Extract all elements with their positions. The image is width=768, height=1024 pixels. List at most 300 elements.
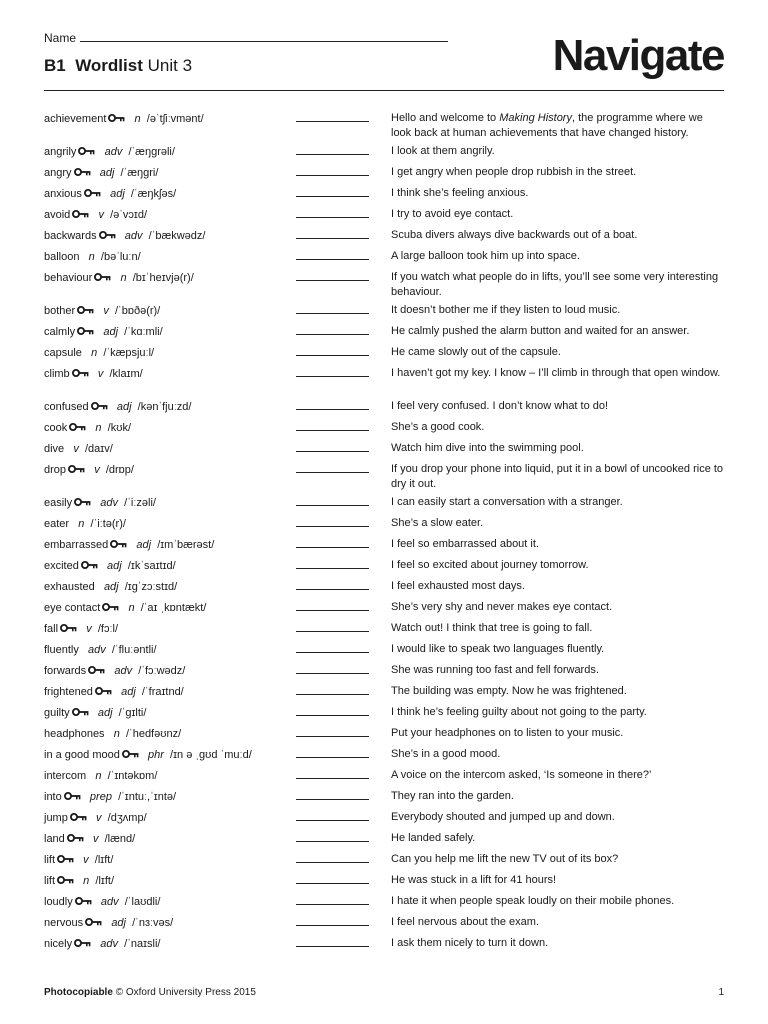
example-sentence — [391, 420, 726, 435]
example-sentence — [391, 111, 726, 141]
pronunciation: /ˈæŋkʃəs/ — [130, 188, 177, 200]
part-of-speech: adv — [100, 497, 119, 509]
headword: lift — [44, 875, 55, 887]
answer-blank[interactable] — [296, 589, 369, 590]
example-sentence — [391, 579, 726, 594]
key-icon — [55, 875, 74, 887]
headword: land — [44, 833, 65, 845]
answer-blank[interactable] — [296, 238, 369, 239]
key-icon — [86, 665, 105, 677]
wordlist-row — [0, 746, 768, 767]
example-text: If you drop your phone into liquid, put it in a bowl of uncooked rice to dry it out. — [391, 463, 724, 490]
part-of-speech: v — [92, 833, 99, 845]
headword-cell — [44, 811, 147, 825]
pronunciation: /ɪmˈbærəst/ — [157, 539, 215, 551]
headword: climb — [44, 368, 70, 380]
part-of-speech: adv — [124, 230, 143, 242]
example-sentence — [391, 558, 726, 573]
part-of-speech: adj — [136, 539, 152, 551]
headword-cell — [44, 346, 154, 360]
pronunciation: /ˈiːtə(r)/ — [90, 518, 126, 530]
example-text: It doesn’t bother me if they listen to loud music. — [391, 304, 621, 316]
answer-blank[interactable] — [296, 280, 369, 281]
key-icon — [93, 686, 112, 698]
headword-cell — [44, 496, 156, 510]
wordlist-row — [0, 398, 768, 419]
key-icon — [89, 401, 108, 413]
key-icon — [58, 623, 77, 635]
example-sentence — [391, 789, 726, 804]
part-of-speech: v — [96, 812, 102, 824]
headword: forwards — [44, 665, 87, 677]
key-icon — [67, 422, 86, 434]
key-icon — [97, 230, 116, 242]
wordlist-row — [0, 809, 768, 830]
key-icon — [76, 146, 95, 158]
example-text-end: , the programme where we look back at human achievements that have changed history. — [391, 112, 703, 139]
headword-cell — [44, 166, 158, 180]
example-sentence — [391, 768, 726, 783]
part-of-speech: n — [134, 113, 141, 125]
wordlist-row — [0, 227, 768, 248]
answer-blank[interactable] — [296, 334, 369, 335]
part-of-speech: adj — [107, 560, 122, 572]
headword-cell — [44, 229, 205, 243]
part-of-speech: adv — [114, 665, 133, 677]
wordlist-row — [0, 419, 768, 440]
headword-cell — [44, 916, 173, 930]
pronunciation: /lɪft/ — [95, 875, 115, 887]
wordlist-row — [0, 536, 768, 557]
answer-blank[interactable] — [296, 376, 369, 377]
pronunciation: /ˈnaɪsli/ — [124, 938, 161, 950]
example-sentence — [391, 810, 726, 825]
example-sentence — [391, 663, 726, 678]
answer-blank[interactable] — [296, 673, 369, 674]
wordlist-row — [0, 557, 768, 578]
example-sentence — [391, 462, 726, 492]
part-of-speech: v — [73, 443, 79, 455]
headword: confused — [44, 401, 89, 413]
headword: drop — [44, 464, 67, 476]
example-sentence — [391, 684, 726, 699]
answer-blank[interactable] — [296, 121, 369, 122]
pronunciation: /ˈkɑːmli/ — [124, 326, 163, 338]
example-text: She’s in a good mood. — [391, 748, 501, 760]
headword: fall — [44, 623, 59, 635]
key-icon — [68, 812, 87, 824]
example-text: Scuba divers always dive backwards out of a boat. — [391, 229, 638, 241]
name-field[interactable] — [80, 41, 448, 42]
headword-cell — [44, 727, 181, 741]
headword: loudly — [44, 896, 73, 908]
example-sentence — [391, 747, 726, 762]
example-sentence — [391, 249, 726, 264]
example-sentence — [391, 303, 726, 318]
key-icon — [92, 272, 111, 284]
answer-blank[interactable] — [296, 862, 369, 863]
example-text: I feel very confused. I don’t know what to do! — [391, 400, 609, 412]
answer-blank[interactable] — [296, 451, 369, 452]
key-icon — [62, 791, 81, 803]
key-icon — [83, 917, 102, 929]
key-icon — [70, 707, 89, 719]
headword: dive — [44, 443, 65, 455]
example-sentence — [391, 441, 726, 456]
example-text: I think she’s feeling anxious. — [391, 187, 529, 199]
part-of-speech: adj — [103, 326, 119, 338]
part-of-speech: n — [88, 251, 95, 263]
example-sentence — [391, 345, 726, 360]
example-text: Watch out! I think that tree is going to fall. — [391, 622, 593, 634]
part-of-speech: n — [128, 602, 135, 614]
header-divider — [44, 90, 724, 91]
headword-cell — [44, 664, 185, 678]
example-sentence — [391, 228, 726, 243]
answer-blank[interactable] — [296, 154, 369, 155]
pronunciation: /klaɪm/ — [109, 368, 143, 380]
example-sentence — [391, 207, 726, 222]
pronunciation: /ˈæŋɡri/ — [120, 167, 159, 179]
answer-blank[interactable] — [296, 778, 369, 779]
example-text: He was stuck in a lift for 41 hours! — [391, 874, 557, 886]
wordlist-row — [0, 851, 768, 872]
pronunciation: /əˈvɔɪd/ — [110, 209, 148, 221]
part-of-speech: v — [97, 368, 104, 380]
example-text: Can you help me lift the new TV out of its box? — [391, 853, 619, 865]
answer-blank[interactable] — [296, 355, 369, 356]
part-of-speech: v — [86, 623, 92, 635]
example-sentence — [391, 324, 726, 339]
headword: in a good mood — [44, 749, 120, 761]
answer-blank[interactable] — [296, 568, 369, 569]
part-of-speech: n — [83, 875, 90, 887]
headword-cell — [44, 769, 157, 783]
example-text: A large balloon took him up into space. — [391, 250, 580, 262]
pronunciation: /ˈæŋɡrəli/ — [128, 146, 175, 158]
example-sentence — [391, 366, 726, 381]
part-of-speech: adj — [110, 188, 125, 200]
part-of-speech: n — [91, 347, 98, 359]
wordlist-row — [0, 683, 768, 704]
headword-cell — [44, 421, 131, 435]
headword-cell — [44, 790, 176, 804]
example-text: I would like to speak two languages fluently. — [391, 643, 605, 655]
headword: nervous — [44, 917, 84, 929]
example-text: I haven’t got my key. I know – I’ll climb in through that open window. — [391, 367, 721, 379]
wordlist-row — [0, 620, 768, 641]
headword-cell — [44, 601, 206, 615]
headword: frightened — [44, 686, 93, 698]
headword: angry — [44, 167, 72, 179]
answer-blank[interactable] — [296, 652, 369, 653]
answer-blank[interactable] — [296, 430, 369, 431]
part-of-speech: adv — [104, 146, 123, 158]
headword-cell — [44, 832, 135, 846]
pronunciation: /ˈfluːəntli/ — [111, 644, 157, 656]
headword: capsule — [44, 347, 82, 359]
headword: calmly — [44, 326, 76, 338]
name-row — [44, 30, 448, 46]
wordlist-row — [0, 206, 768, 227]
pronunciation: /ˈɡɪlti/ — [118, 707, 147, 719]
headword: lift — [44, 854, 55, 866]
example-text: She’s a slow eater. — [391, 517, 484, 529]
answer-blank[interactable] — [296, 472, 369, 473]
example-text: I look at them angrily. — [391, 145, 495, 157]
pronunciation: /ˈkæpsjuːl/ — [103, 347, 155, 359]
pronunciation: /əˈtʃiːvmənt/ — [146, 113, 204, 125]
headword-cell — [44, 643, 157, 657]
headword-cell — [44, 517, 126, 531]
headword: avoid — [44, 209, 71, 221]
example-sentence — [391, 144, 726, 159]
headword-cell — [44, 538, 214, 552]
answer-blank[interactable] — [296, 925, 369, 926]
answer-blank[interactable] — [296, 757, 369, 758]
headword: eye contact — [44, 602, 101, 614]
headword-cell — [44, 442, 113, 456]
pronunciation: /daɪv/ — [84, 443, 113, 455]
headword-cell — [44, 580, 177, 594]
headword: behaviour — [44, 272, 93, 284]
headword: eater — [44, 518, 70, 530]
example-text: I feel so excited about journey tomorrow. — [391, 559, 589, 571]
example-sentence — [391, 621, 726, 636]
part-of-speech: adv — [100, 938, 119, 950]
wordlist-row — [0, 365, 768, 398]
pronunciation: /drɒp/ — [105, 464, 134, 476]
part-of-speech: v — [94, 464, 100, 476]
wordlist-row — [0, 599, 768, 620]
doc-type-label: Wordlist — [75, 56, 143, 75]
example-sentence — [391, 852, 726, 867]
example-sentence — [391, 600, 726, 615]
wordlist-row — [0, 641, 768, 662]
part-of-speech: v — [98, 209, 104, 221]
answer-blank[interactable] — [296, 799, 369, 800]
part-of-speech: adj — [116, 401, 132, 413]
headword: bother — [44, 305, 76, 317]
part-of-speech: adj — [97, 707, 113, 719]
example-sentence — [391, 642, 726, 657]
answer-blank[interactable] — [296, 694, 369, 695]
answer-blank[interactable] — [296, 883, 369, 884]
key-icon — [65, 833, 84, 845]
part-of-speech: n — [95, 770, 102, 782]
example-sentence — [391, 705, 726, 720]
answer-blank[interactable] — [296, 610, 369, 611]
pronunciation: /ˈfɔːwədz/ — [138, 665, 186, 677]
answer-blank[interactable] — [296, 736, 369, 737]
headword: angrily — [44, 146, 77, 158]
headword-cell — [44, 325, 163, 339]
pronunciation: /ˈɪntəkɒm/ — [107, 770, 158, 782]
example-sentence — [391, 495, 726, 510]
example-text: A voice on the intercom asked, ‘Is someone in there?’ — [391, 769, 652, 781]
wordlist-row — [0, 914, 768, 935]
key-icon — [72, 167, 91, 179]
part-of-speech: adv — [88, 644, 106, 656]
example-sentence — [391, 936, 726, 951]
example-text: Watch him dive into the swimming pool. — [391, 442, 584, 454]
pronunciation: /ɪkˈsaɪtɪd/ — [127, 560, 176, 572]
copyright-text: © Oxford University Press 2015 — [115, 987, 256, 998]
wordlist-row — [0, 830, 768, 851]
example-italic-text: Making History — [499, 112, 572, 124]
headword-cell — [44, 706, 146, 720]
wordlist-row — [0, 143, 768, 164]
headword: embarrassed — [44, 539, 109, 551]
example-text: I think he’s feeling guilty about not going to the party. — [391, 706, 647, 718]
answer-blank[interactable] — [296, 631, 369, 632]
wordlist-row — [0, 461, 768, 494]
example-text: I feel nervous about the exam. — [391, 916, 539, 928]
part-of-speech: adv — [100, 896, 119, 908]
headword: nicely — [44, 938, 73, 950]
pronunciation: /ˈlaʊdli/ — [124, 896, 161, 908]
key-icon — [100, 602, 119, 614]
wordlist-row — [0, 725, 768, 746]
level-label: B1 — [44, 56, 66, 75]
headword-cell — [44, 559, 176, 573]
headword-cell — [44, 367, 143, 381]
key-icon — [73, 896, 92, 908]
key-icon — [70, 209, 89, 221]
pronunciation: /ˈiːzəli/ — [124, 497, 156, 509]
example-text: I hate it when people speak loudly on their mobile phones. — [391, 895, 675, 907]
answer-blank[interactable] — [296, 526, 369, 527]
answer-blank[interactable] — [296, 196, 369, 197]
wordlist-row — [0, 515, 768, 536]
answer-blank[interactable] — [296, 217, 369, 218]
answer-blank[interactable] — [296, 313, 369, 314]
pronunciation: /fɔːl/ — [97, 623, 119, 635]
headword: guilty — [44, 707, 70, 719]
headword-cell — [44, 748, 252, 762]
headword-cell — [44, 622, 118, 636]
part-of-speech: adj — [103, 581, 119, 593]
photocopiable-label: Photocopiable — [44, 987, 113, 998]
wordlist-row — [0, 893, 768, 914]
part-of-speech: adj — [111, 917, 126, 929]
answer-blank[interactable] — [296, 547, 369, 548]
example-sentence — [391, 165, 726, 180]
answer-blank[interactable] — [296, 505, 369, 506]
example-sentence — [391, 894, 726, 909]
headword-cell — [44, 400, 191, 414]
headword-cell — [44, 145, 175, 159]
headword: excited — [44, 560, 79, 572]
example-text: If you watch what people do in lifts, you’ll see some very interesting behaviour. — [391, 271, 719, 298]
pronunciation: /ˈbɒðə(r)/ — [115, 305, 161, 317]
example-sentence — [391, 873, 726, 888]
headword-cell — [44, 250, 141, 264]
example-text: Hello and welcome to — [391, 112, 500, 124]
pronunciation: /ˈɪntuː,ˈɪntə/ — [118, 791, 177, 803]
headword: balloon — [44, 251, 80, 263]
answer-blank[interactable] — [296, 715, 369, 716]
part-of-speech: v — [103, 305, 109, 317]
headword-cell — [44, 853, 113, 867]
answer-blank[interactable] — [296, 820, 369, 821]
answer-blank[interactable] — [296, 904, 369, 905]
part-of-speech: n — [113, 728, 120, 740]
example-text: I feel exhausted most days. — [391, 580, 525, 592]
example-sentence — [391, 726, 726, 741]
answer-blank[interactable] — [296, 946, 369, 947]
headword-cell — [44, 271, 194, 285]
footer-copyright — [44, 987, 256, 999]
part-of-speech: adj — [99, 167, 115, 179]
headword-cell — [44, 112, 204, 126]
example-text: I can easily start a conversation with a stranger. — [391, 496, 623, 508]
wordlist-row — [0, 440, 768, 461]
key-icon — [82, 188, 101, 200]
headword-cell — [44, 895, 160, 909]
headword: into — [44, 791, 62, 803]
page-subtitle — [44, 56, 192, 76]
headword-cell — [44, 874, 114, 888]
unit-label: Unit 3 — [147, 56, 193, 75]
part-of-speech: n — [95, 422, 102, 434]
key-icon — [79, 560, 98, 572]
headword-cell — [44, 463, 134, 477]
part-of-speech: phr — [148, 749, 164, 761]
key-icon — [70, 368, 89, 380]
headword: headphones — [44, 728, 105, 740]
name-label: Name — [44, 31, 77, 45]
wordlist-row — [0, 767, 768, 788]
example-text: Everybody shouted and jumped up and down. — [391, 811, 615, 823]
pronunciation: /ˈfraɪtnd/ — [141, 686, 184, 698]
wordlist-row — [0, 872, 768, 893]
key-icon — [75, 326, 94, 338]
part-of-speech: prep — [89, 791, 112, 803]
key-icon — [106, 113, 125, 125]
answer-blank[interactable] — [296, 409, 369, 410]
pronunciation: /bəˈluːn/ — [100, 251, 141, 263]
example-sentence — [391, 537, 726, 552]
pronunciation: /bɪˈheɪvjə(r)/ — [132, 272, 194, 284]
key-icon — [108, 539, 127, 551]
example-text: They ran into the garden. — [391, 790, 514, 802]
pronunciation: /lɪft/ — [94, 854, 114, 866]
example-text: He calmly pushed the alarm button and waited for an answer. — [391, 325, 690, 337]
wordlist-row — [0, 704, 768, 725]
wordlist-row — [0, 302, 768, 323]
headword-cell — [44, 937, 161, 951]
example-text: She’s a good cook. — [391, 421, 485, 433]
example-text: He came slowly out of the capsule. — [391, 346, 561, 358]
key-icon — [120, 749, 139, 761]
pronunciation: /dʒʌmp/ — [107, 812, 147, 824]
answer-blank[interactable] — [296, 175, 369, 176]
part-of-speech: v — [83, 854, 89, 866]
headword: fluently — [44, 644, 79, 656]
answer-blank[interactable] — [296, 841, 369, 842]
pronunciation: /ˈbækwədz/ — [148, 230, 206, 242]
example-sentence — [391, 186, 726, 201]
part-of-speech: n — [78, 518, 85, 530]
answer-blank[interactable] — [296, 259, 369, 260]
example-sentence — [391, 270, 726, 300]
headword: jump — [44, 812, 68, 824]
wordlist-row — [0, 788, 768, 809]
example-text: She was running too fast and fell forwards. — [391, 664, 599, 676]
example-text: He landed safely. — [391, 832, 476, 844]
wordlist-row — [0, 164, 768, 185]
